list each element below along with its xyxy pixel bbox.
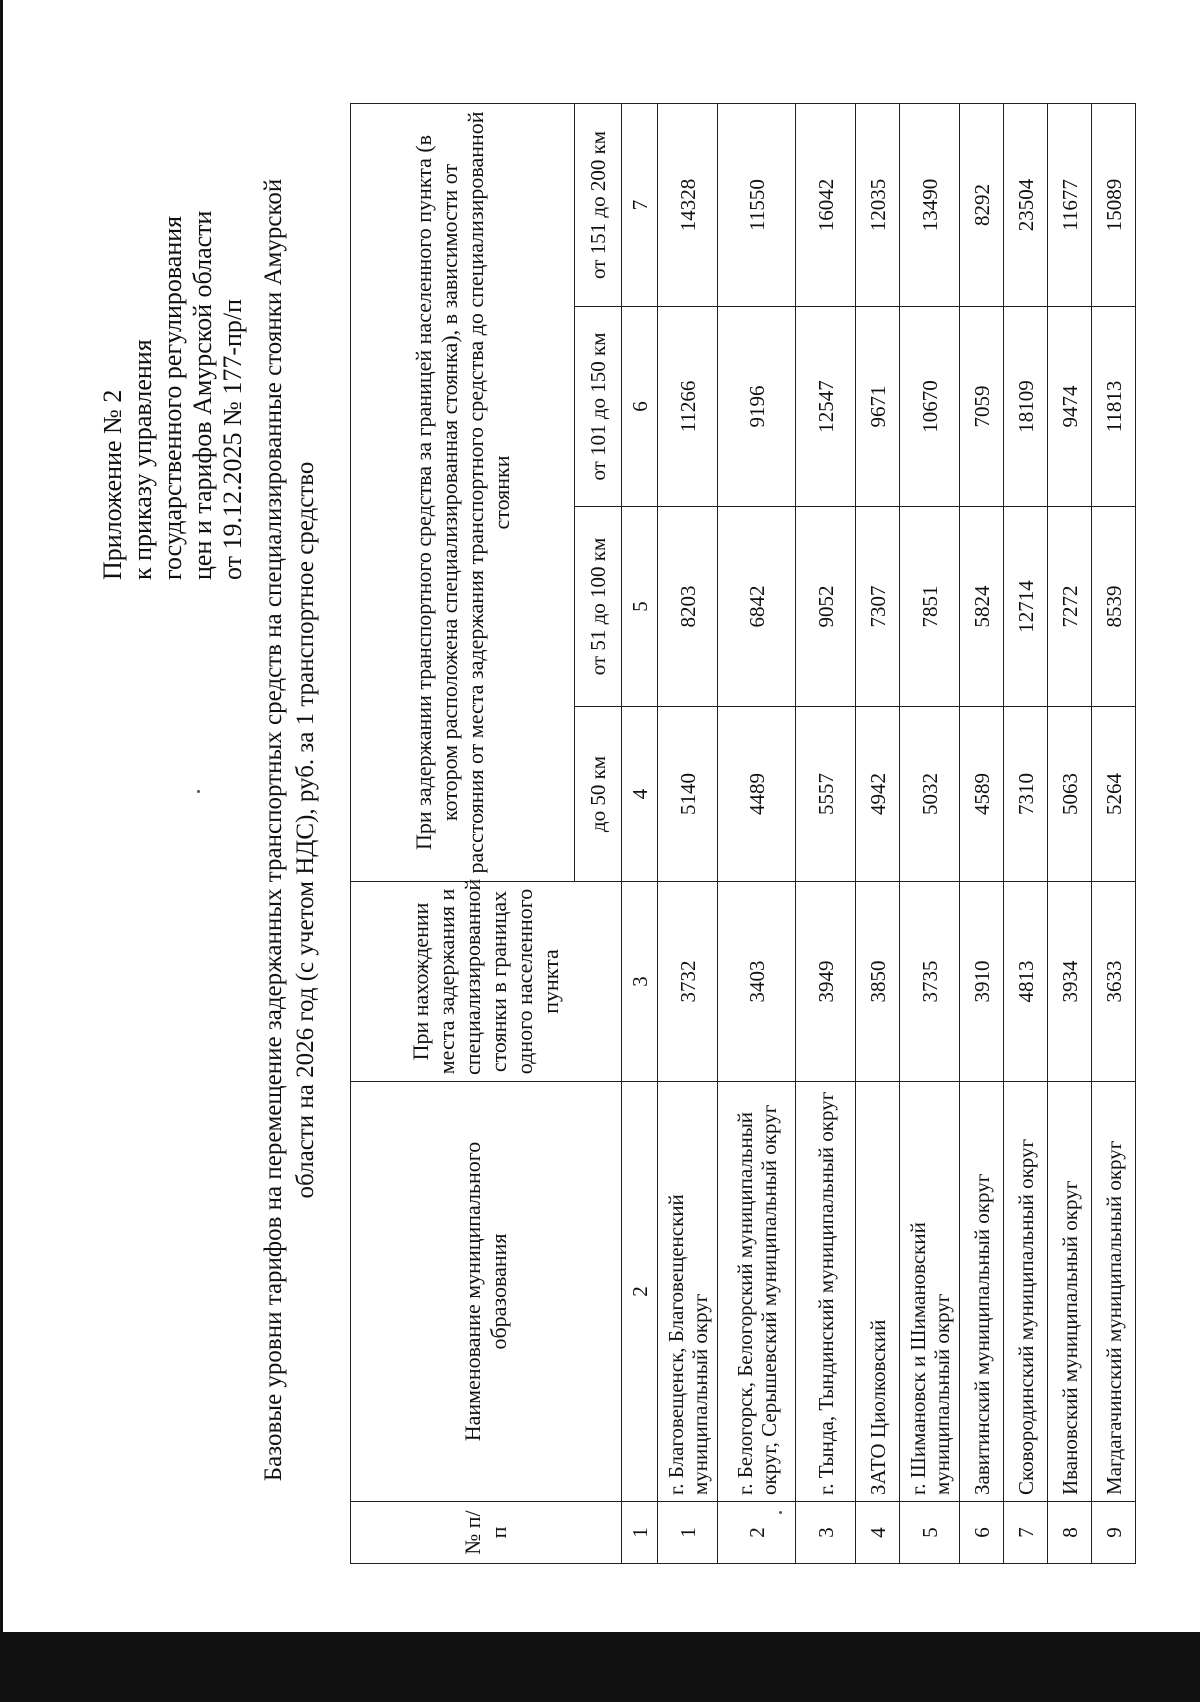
cell-d100: 12714 <box>1004 507 1048 707</box>
column-number: 5 <box>622 507 658 707</box>
table-row <box>960 103 1004 1563</box>
header-name: Наименование муниципального образования <box>351 1082 622 1502</box>
cell-d200: 8292 <box>960 103 1004 306</box>
cell-d150: 9196 <box>718 307 796 507</box>
cell-num: 6 <box>960 1502 1004 1564</box>
cell-within: 4813 <box>1004 882 1048 1082</box>
cell-name: г. Благовещенск, Благовещенский муниципальный округ <box>658 1082 718 1502</box>
appendix-line: цен и тарифов Амурской области <box>188 210 217 580</box>
column-number: 1 <box>622 1502 658 1564</box>
cell-d150: 9671 <box>856 307 900 507</box>
cell-d50: 5264 <box>1092 707 1136 882</box>
cell-name: г. Шимановск и Шимановский муниципальный округ <box>900 1082 960 1502</box>
cell-num: 5 <box>900 1502 960 1564</box>
cell-d50: 5557 <box>796 707 856 882</box>
cell-name: Магдагачинский муниципальный округ <box>1092 1082 1136 1502</box>
header-num: № п/п <box>351 1502 622 1564</box>
cell-d150: 7059 <box>960 307 1004 507</box>
cell-d200: 13490 <box>900 103 960 306</box>
title-line: Базовые уровни тарифов на перемещение задержанных транспортных средств на специализированные стоянки Амурской <box>260 178 287 1482</box>
header-outside: При задержании транспортного средства за границей населенного пункта (в котором расположена специализированная стоянка), в зависимости от расстояния от места задержания транспортного средства до специализированной стоянки <box>351 103 575 881</box>
cell-name: Сковородинский муниципальный округ <box>1004 1082 1048 1502</box>
table-row <box>796 103 856 1563</box>
cell-d100: 7272 <box>1048 507 1092 707</box>
cell-d200: 12035 <box>856 103 900 306</box>
table-row <box>856 103 900 1563</box>
cell-num: 1 <box>658 1502 718 1564</box>
cell-d50: 5140 <box>658 707 718 882</box>
scan-bottom-edge <box>0 1632 1200 1702</box>
cell-d100: 9052 <box>796 507 856 707</box>
appendix-block <box>98 60 248 580</box>
table-row <box>1048 103 1092 1563</box>
rotated-page <box>60 60 1126 1580</box>
cell-name: Завитинский муниципальный округ <box>960 1082 1004 1502</box>
document-title <box>258 100 322 1560</box>
cell-name: г. Белогорск, Белогорский муниципальный округ, Серышевский муниципальный округ <box>718 1082 796 1502</box>
appendix-line: от 19.12.2025 № 177-пр/п <box>218 298 247 580</box>
cell-within: 3735 <box>900 882 960 1082</box>
cell-d100: 7307 <box>856 507 900 707</box>
cell-num: 4 <box>856 1502 900 1564</box>
column-number: 4 <box>622 707 658 882</box>
cell-name: г. Тында, Тындинский муниципальный округ <box>796 1082 856 1502</box>
cell-d50: 7310 <box>1004 707 1048 882</box>
appendix-line: к приказу управления <box>128 339 157 580</box>
cell-num: 7 <box>1004 1502 1048 1564</box>
cell-d100: 5824 <box>960 507 1004 707</box>
cell-d200: 14328 <box>658 103 718 306</box>
title-line: области на 2026 год (с учетом НДС), руб. за 1 транспортное средство <box>292 461 319 1199</box>
header-row <box>351 103 575 1563</box>
cell-within: 3910 <box>960 882 1004 1082</box>
tariff-table <box>350 103 1136 1564</box>
cell-d50: 4489 <box>718 707 796 882</box>
cell-d100: 8203 <box>658 507 718 707</box>
table-row <box>900 103 960 1563</box>
header-band: от 51 до 100 км <box>575 507 622 707</box>
header-band: до 50 км <box>575 707 622 882</box>
cell-within: 3934 <box>1048 882 1092 1082</box>
column-number-row <box>622 103 658 1563</box>
cell-d150: 10670 <box>900 307 960 507</box>
table-row <box>718 103 796 1563</box>
cell-num: 3 <box>796 1502 856 1564</box>
column-number: 6 <box>622 307 658 507</box>
header-band: от 101 до 150 км <box>575 307 622 507</box>
cell-d100: 6842 <box>718 507 796 707</box>
cell-d200: 15089 <box>1092 103 1136 306</box>
cell-num: 8 <box>1048 1502 1092 1564</box>
cell-d150: 11813 <box>1092 307 1136 507</box>
cell-within: 3850 <box>856 882 900 1082</box>
scan-left-edge <box>0 0 3 1632</box>
cell-d150: 9474 <box>1048 307 1092 507</box>
table-row <box>1004 103 1048 1563</box>
cell-d150: 18109 <box>1004 307 1048 507</box>
cell-d150: 12547 <box>796 307 856 507</box>
header-band: от 151 до 200 км <box>575 103 622 306</box>
cell-within: 3949 <box>796 882 856 1082</box>
table-row <box>658 103 718 1563</box>
cell-within: 3732 <box>658 882 718 1082</box>
column-number: 7 <box>622 103 658 306</box>
cell-d200: 11677 <box>1048 103 1092 306</box>
cell-name: ЗАТО Циолковский <box>856 1082 900 1502</box>
column-number: 2 <box>622 1082 658 1502</box>
cell-d50: 5063 <box>1048 707 1092 882</box>
cell-d100: 7851 <box>900 507 960 707</box>
cell-d150: 11266 <box>658 307 718 507</box>
appendix-line: Приложение № 2 <box>98 389 127 580</box>
column-number: 3 <box>622 882 658 1082</box>
cell-within: 3633 <box>1092 882 1136 1082</box>
cell-d50: 4942 <box>856 707 900 882</box>
cell-d200: 11550 <box>718 103 796 306</box>
cell-d50: 4589 <box>960 707 1004 882</box>
cell-within: 3403 <box>718 882 796 1082</box>
cell-d100: 8539 <box>1092 507 1136 707</box>
cell-d200: 23504 <box>1004 103 1048 306</box>
appendix-line: государственного регулирования <box>158 215 187 580</box>
cell-num: 2 <box>718 1502 796 1564</box>
cell-d50: 5032 <box>900 707 960 882</box>
cell-d200: 16042 <box>796 103 856 306</box>
table-row <box>1092 103 1136 1563</box>
cell-num: 9 <box>1092 1502 1136 1564</box>
header-within: При нахождении места задержания и специализированной стоянки в границах одного населенного пункта <box>351 882 622 1082</box>
cell-name: Ивановский муниципальный округ <box>1048 1082 1092 1502</box>
